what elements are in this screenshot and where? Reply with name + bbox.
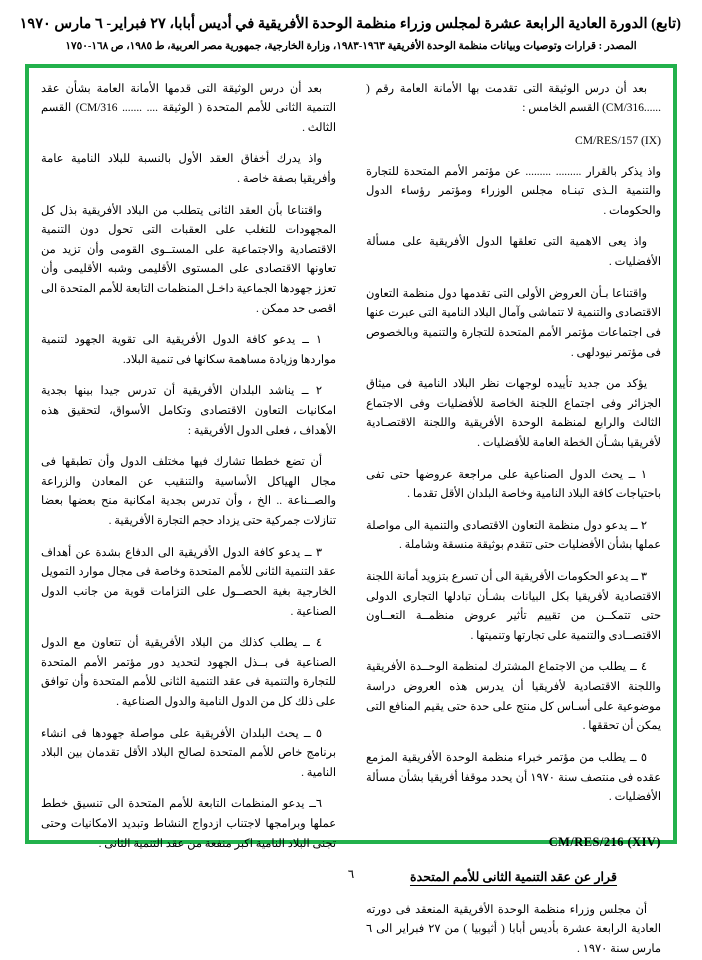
numbered-paragraph: ٤ ــ يطلب من الاجتماع المشترك لمنظمة الوحــدة الأفريقية واللجنة الاقتصادية لأفريقيا أن يدرس هذه العروض دراسة موضوعية على أسـاس كل منتج على حدة حتى يقيم المنافع التى يمكن أن تحققها . xyxy=(366,661,661,733)
body-paragraph: واذ يدرك أخفاق العقد الأول بالنسبة للبلاد النامية عامة وأفريقيا بصفة خاصة . xyxy=(41,153,336,185)
page-number: ٦ xyxy=(347,867,355,881)
body-paragraph: واذ يذكر بالقرار ......... ......... عن مؤتمر الأمم المتحدة للتجارة والتنمية الـذى تبنـاه مجلس الوزراء ومؤتمر رؤساء الدول والحكومات . xyxy=(366,165,661,217)
body-paragraph: واقتناعا بأن العقد الثانى يتطلب من البلاد الأفريقية بذل كل المجهودات للتغلب على العقبات التى تحول دون التنمية الاقتصادية والاجتماعية على المستــوى القومى وأن تزيد من تعاونها الاقتصادى على المستوى الأقليمى وشبه الأقليمى وأن تعزز جهودها الجماعية داخـل المنظمات التابعة للأمم المتحدة الى اقصى حد ممكن . xyxy=(41,204,336,315)
page-header xyxy=(21,14,681,55)
resolution-title: قرار عن عقد التنمية الثانى للأمم المتحدة xyxy=(409,870,618,885)
numbered-paragraph: ٥ ــ يحث البلدان الأفريقية على مواصلة جهودها فى انشاء برنامج خاص للأمم المتحدة لصالح البلاد الأقل تقدمان بين البلاد النامية . xyxy=(41,727,336,779)
numbered-paragraph: ٦ــ يدعو المنظمات التابعة للأمم المتحدة الى تنسيق خطط عملها وبرامجها لاجتناب ازدواج النشاط وتبديد الامكانيات وحتى تجنى البلاد النامية اكبر منفعة من عقد التنمية الثانى . xyxy=(41,798,336,850)
numbered-paragraph: ٢ ــ يدعو دول منظمة التعاون الاقتصادى والتنمية الى مواصلة عملها بشأن الأفضليات حتى تتقدم بوثيقة منسقة وشاملة . xyxy=(366,519,661,552)
body-paragraph: أن تضع خططا تشارك فيها مختلف الدول وأن تطبقها فى مجال الهياكل الأساسية والتنقيب عن المعادن والزراعة والصــناعة .. الخ ، وأن تدرس بجدية امكانية منح بعضها بعضا تنازلات جمركية حتى يزداد حجم التجارة الأفريقية . xyxy=(41,456,336,528)
body-paragraph: واذ يعى الاهمية التى تعلقها الدول الأفريقية على مسألة الأفضليات . xyxy=(366,236,661,269)
body-paragraph: بعد أن درس الوثيقة التى قدمها الأمانة العامة بشأن عقد التنمية الثانى للأمم المتحدة ( الوثيقة .... ....... CM/316) القسم الثالث . xyxy=(41,82,336,134)
header-title: (تابع) الدورة العادية الرابعة عشرة لمجلس وزراء منظمة الوحدة الأفريقية في أديس أبابا، ٢٧ فبراير- ٦ مارس ١٩٧٠ xyxy=(19,16,681,32)
body-paragraph: يؤكد من جديد تأييده لوجهات نظر البلاد النامية فى ميثاق الجزائر وفى اجتماع اللجنة الخاصة للأفضليات وفى الاجتماع الثالث والرابع لمنظمة الوحدة الأفريقية واللجنة الاقتصـادية لأفريقيا بشـأن الخطة العامة للأفضليات . xyxy=(366,378,661,449)
numbered-paragraph: ١ ــ يدعو كافة الدول الأفريقية الى تقوية الجهود لتنمية مواردها وزيادة مساهمة سكانها فى تنمية البلاد. xyxy=(41,334,336,366)
numbered-paragraph: ٤ ــ يطلب كذلك من البلاد الأفريقية أن تتعاون مع الدول الصناعية فى بــذل الجهود لتحديد دور مؤتمر الأمم المتحدة للتجارة والتنمية فى عقد التنمية الثانى للأمم المتحدة وأن توافق على ذلك كل من الدول النامية والدول الصناعية . xyxy=(41,637,336,708)
two-column-body xyxy=(41,80,661,955)
column-left xyxy=(41,80,340,850)
body-paragraph: بعد أن درس الوثيقة التى تقدمت بها الأمانة العامة رقم ( ......CM/316) القسم الخامس : xyxy=(366,82,661,115)
numbered-paragraph: ١ ــ يحث الدول الصناعية على مراجعة عروضها حتى تفى باحتياجات كافة البلاد النامية وخاصة البلدان الأقل تقدما . xyxy=(366,468,661,501)
header-source: المصدر : قرارات وتوصيات وبيانات منظمة الوحدة الأفريقية ١٩٦٣-١٩٨٣، وزارة الخارجية، جمهورية مصر العربية، ط ١٩٨٥، ص ١٦٨-١٧٥٠ xyxy=(65,40,637,52)
resolution-code: CM/RES/157 (IX) xyxy=(575,133,661,147)
numbered-paragraph: ٣ ــ يدعو الحكومات الأفريقية الى أن تسرع بتزويد أمانة اللجنة الاقتصادية لأفريقيا بكل البيانات بشـأن تبادلها التجارى الدولى حتى تتمكــن من تقييم تأثير عروض منظمــة التعــاون الاقتصــادى والتنمية على تجارتها وتنميتها . xyxy=(366,571,661,642)
numbered-paragraph: ٥ ــ يطلب من مؤتمر خبراء منظمة الوحدة الأفريقية المزمع عقده فى منتصف سنة ١٩٧٠ أن يحدد موقفا أفريقيا بشأن مسألة الأفضليات . xyxy=(366,751,661,804)
resolution-heading: CM/RES/216 (XIV) xyxy=(548,834,661,849)
content-frame xyxy=(25,64,677,955)
body-paragraph: واقتناعا بـأن العروض الأولى التى تقدمها دول منظمة التعاون الاقتصادى والتنمية لا تتماشى وآمال البلاد النامية التى عبرت عنها فى اجتماعات مؤتمر الأمم المتحدة للتجارة والتنمية وبالخصوص فى مؤتمر نيودلهى . xyxy=(366,287,661,359)
numbered-paragraph: ٢ ــ يناشد البلدان الأفريقية أن تدرس جيدا بينها بجدية امكانيات التعاون الاقتصادى وتكامل الأسواق، لتحقيق هذه الأهداف ، فعلى الدول الأفريقية : xyxy=(41,385,336,437)
numbered-paragraph: ٣ ــ يدعو كافة الدول الأفريقية الى الدفاع بشدة عن أهداف عقد التنمية الثانى للأمم المتحدة وخاصة فى مجال موارد التمويل الخارجية بغية الحصــول على التزامات قوية من جانب الدول الصناعية . xyxy=(41,546,336,618)
body-paragraph: أن مجلس وزراء منظمة الوحدة الأفريقية المنعقد فى دورته العادية الرابعة عشرة بأديس أبابا ( أثيوبيا ) من ٢٧ فبراير الى ٦ مارس سنة ١٩٧٠ . xyxy=(366,903,661,955)
column-right xyxy=(362,80,661,955)
